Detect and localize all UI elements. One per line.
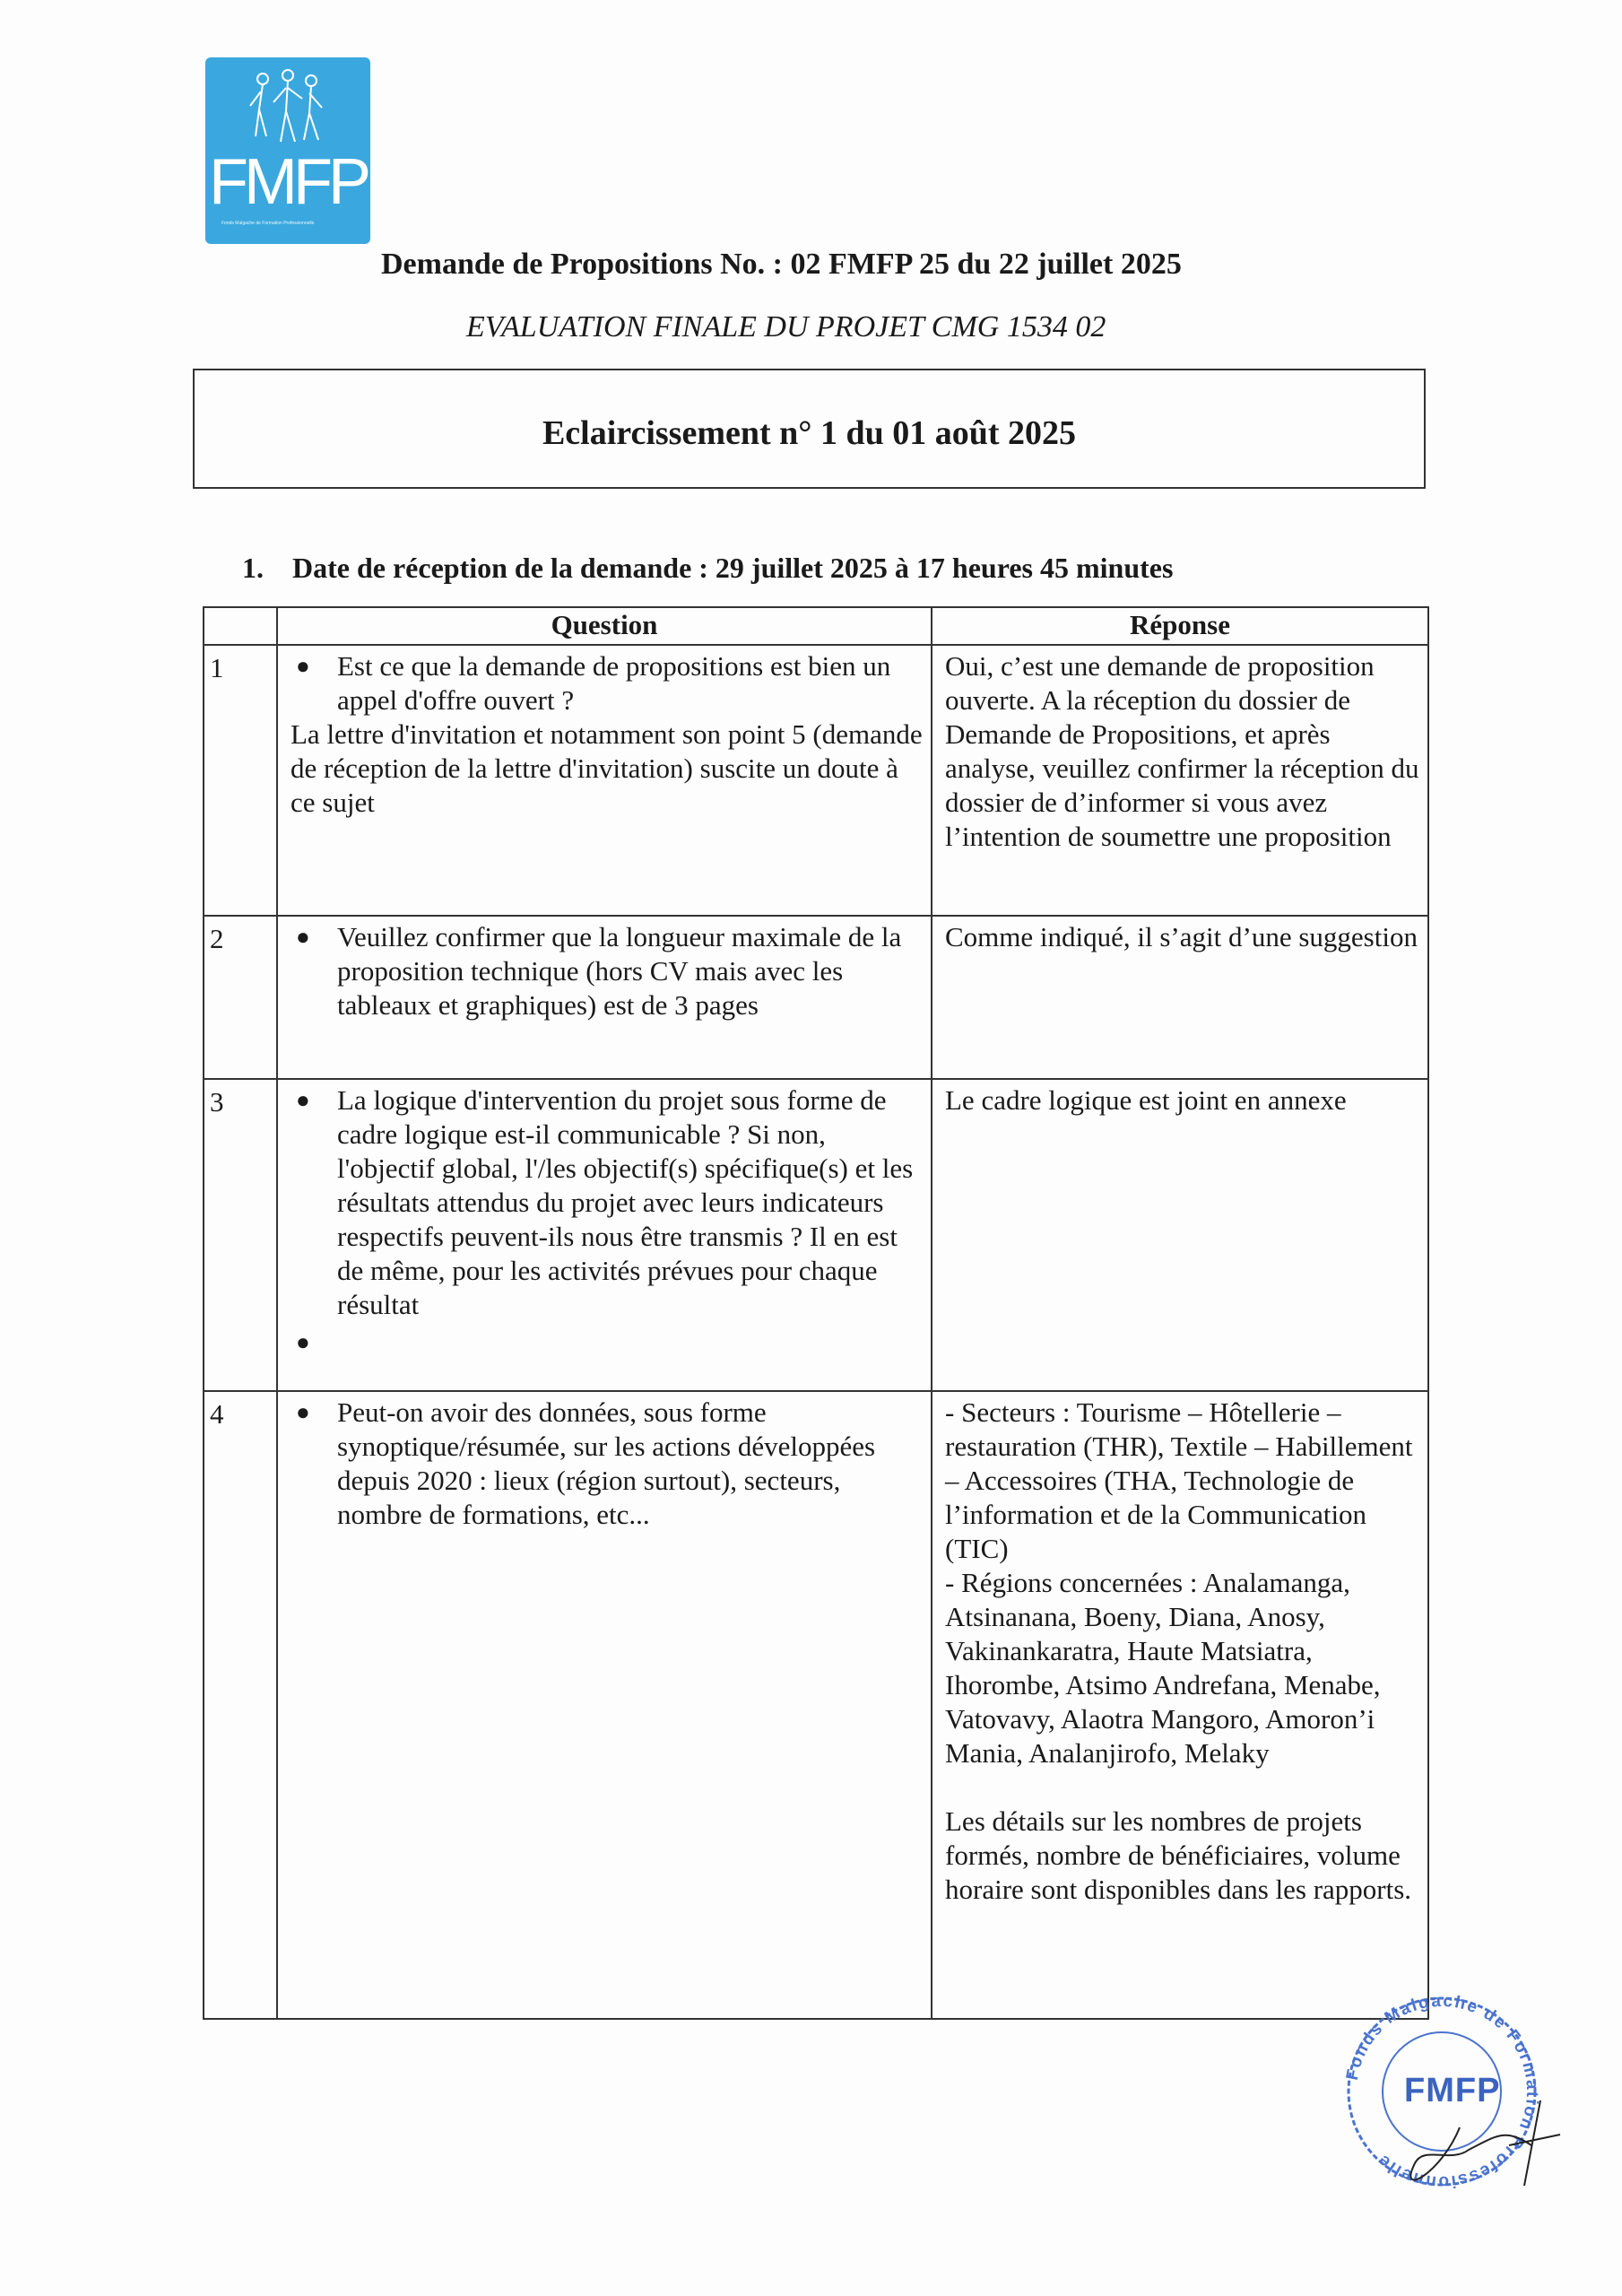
rfp-title: Demande de Propositions No. : 02 FMFP 25 du 22 juillet 2025 bbox=[381, 248, 1182, 281]
stamp-ring-text: Fonds Malgache de Formation Professionnelle bbox=[1342, 1993, 1542, 2190]
header-answer: Réponse bbox=[932, 607, 1428, 645]
bullet-icon: ● bbox=[296, 924, 310, 950]
question-bullet-item bbox=[285, 1396, 924, 1532]
clarification-box bbox=[193, 369, 1426, 489]
answer-cell: Comme indiqué, il s’agit d’une suggestion bbox=[932, 916, 1428, 1079]
section-heading bbox=[242, 552, 1173, 585]
row-number: 4 bbox=[204, 1391, 277, 2019]
row-number: 2 bbox=[204, 916, 277, 1079]
bullet-icon: ● bbox=[296, 1329, 310, 1355]
fmfp-logo bbox=[205, 57, 370, 244]
stamp-center-text: FMFP bbox=[1404, 2072, 1501, 2109]
answer-regions: - Régions concernées : Analamanga, Atsinanana, Boeny, Diana, Anosy, Vakinankaratra, Haute Matsiatra, Ihorombe, Atsimo Andrefana, Menabe, Vatovavy, Alaotra Mangoro, Amoron’i Mania, Analanjirofo, Melaky bbox=[945, 1567, 1381, 1769]
logo-tagline: Fonds Malgache de Formation Professionnelle bbox=[221, 221, 315, 226]
fmfp-stamp bbox=[1325, 1993, 1576, 2190]
table-header-row bbox=[204, 607, 1428, 645]
question-bullet-item bbox=[285, 649, 924, 718]
section-number: 1. bbox=[242, 552, 264, 584]
row-number: 1 bbox=[204, 645, 277, 916]
header-number bbox=[204, 607, 277, 645]
section-heading-text: Date de réception de la demande : 29 juillet 2025 à 17 heures 45 minutes bbox=[292, 552, 1174, 584]
bullet-icon: ● bbox=[296, 653, 310, 679]
bullet-icon: ● bbox=[296, 1399, 310, 1425]
question-text: Peut-on avoir des données, sous forme synoptique/résumée, sur les actions développées depuis 2020 : lieux (région surtout), secteurs, nombre de formations, etc... bbox=[337, 1396, 876, 1530]
header-question: Question bbox=[277, 607, 932, 645]
logo-wordmark: FMFP bbox=[209, 146, 367, 218]
project-title: EVALUATION FINALE DU PROJET CMG 1534 02 bbox=[466, 310, 1106, 344]
question-text: La logique d'intervention du projet sous forme de cadre logique est-il communicable ? Si non, l'objectif global, l'/les objectif(s) spécifique(s) et les résultats attendus du projet avec leurs indicateurs respectifs peuvent-ils nous être transmis ? Il en est de même, pour les activités prévues pour chaque résultat bbox=[337, 1084, 914, 1320]
question-text: Est ce que la demande de propositions est bien un appel d'offre ouvert ? bbox=[337, 650, 891, 716]
answer-details: Les détails sur les nombres de projets formés, nombre de bénéficiaires, volume horaire sont disponibles dans les rapports. bbox=[945, 1805, 1412, 1905]
question-extra-text: La lettre d'invitation et notamment son point 5 (demande de réception de la lettre d'invitation) suscite un doute à ce sujet bbox=[291, 718, 923, 818]
table-row bbox=[204, 645, 1428, 916]
table-row bbox=[204, 1079, 1428, 1391]
question-cell bbox=[277, 1391, 932, 2019]
answer-sectors: - Secteurs : Tourisme – Hôtellerie – restauration (THR), Textile – Habillement – Accessoires (THA, Technologie de l’information et de la Communication (TIC) bbox=[945, 1396, 1413, 1564]
spacer bbox=[945, 1770, 1420, 1805]
table-row bbox=[204, 916, 1428, 1079]
answer-cell: Le cadre logique est joint en annexe bbox=[932, 1079, 1428, 1391]
question-bullet-item bbox=[285, 1083, 924, 1322]
question-cell bbox=[277, 916, 932, 1079]
answer-cell bbox=[932, 1391, 1428, 2019]
table-row bbox=[204, 1391, 1428, 2019]
clarification-title: Eclaircissement n° 1 du 01 août 2025 bbox=[542, 414, 1077, 452]
question-cell bbox=[277, 645, 932, 916]
question-text: Veuillez confirmer que la longueur maximale de la proposition technique (hors CV mais avec les tableaux et graphiques) est de 3 pages bbox=[337, 921, 902, 1021]
row-number: 3 bbox=[204, 1079, 277, 1391]
question-bullet-item bbox=[285, 920, 924, 1022]
question-cell bbox=[277, 1079, 932, 1391]
people-figures-icon bbox=[243, 66, 333, 149]
qa-table bbox=[203, 606, 1429, 2020]
bullet-icon: ● bbox=[296, 1087, 310, 1113]
empty-bullet-item bbox=[285, 1326, 924, 1360]
answer-cell: Oui, c’est une demande de proposition ouverte. A la réception du dossier de Demande de Propositions, et après analyse, veuillez confirmer la réception du dossier de d’informer si vous avez l’intention de soumettre une proposition bbox=[932, 645, 1428, 916]
